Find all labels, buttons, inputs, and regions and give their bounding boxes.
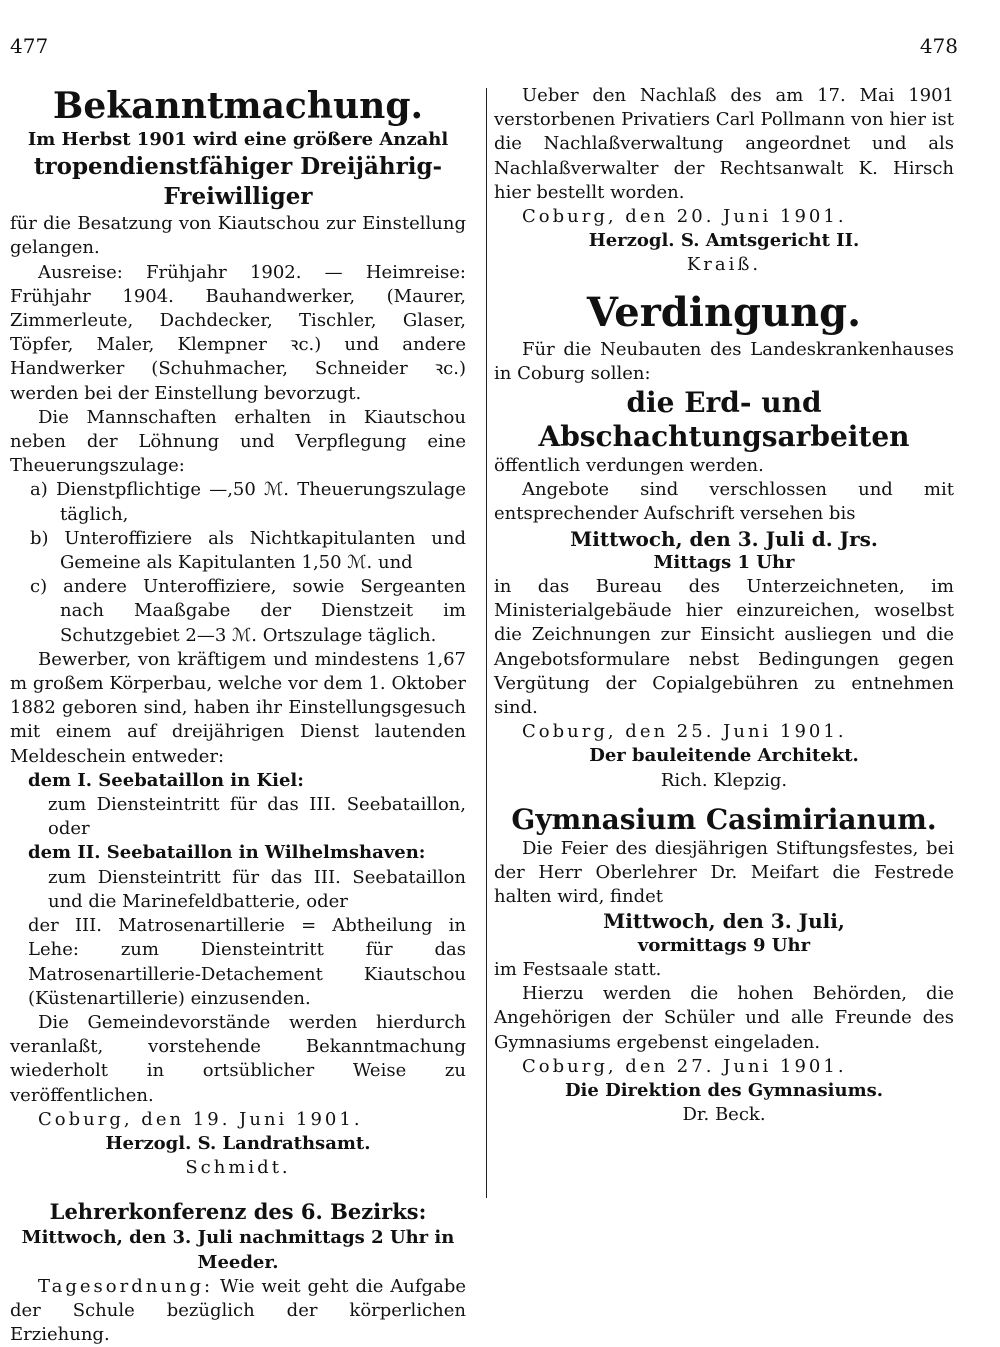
- estate-authority: Herzogl. S. Amtsgericht II.: [588, 230, 860, 252]
- gymnasium-when-time: vormittags 9 Uhr: [637, 934, 811, 956]
- gymnasium-place: im Festsaale statt.: [494, 958, 662, 980]
- unit-heading: dem I. Seebataillon in Kiel:: [28, 769, 304, 791]
- tender-deadline: Mittwoch, den 3. Juli d. Jrs.: [570, 526, 878, 551]
- tender-paragraph: Für die Neubauten des Landeskrankenhauses in Coburg sollen:: [494, 338, 954, 384]
- unit-heading: dem II. Seebataillon in Wilhelmshaven:: [28, 842, 426, 864]
- gymnasium-paragraph: Hierzu werden die hohen Behörden, die Angehörigen der Schüler und alle Freunde des Gymnasiums ergebenst eingeladen.: [494, 983, 954, 1053]
- tender-deadline-time: Mittags 1 Uhr: [653, 551, 795, 573]
- conference-when: Mittwoch, den 3. Juli nachmittags 2 Uhr in Meeder.: [21, 1227, 455, 1273]
- unit-text: zum Diensteintritt für das III. Seebataillon und die Marinefeldbatterie, oder: [48, 866, 466, 912]
- allowance-item: a) Dienstpflichtige —,50 ℳ. Theuerungszulage täglich,: [30, 479, 466, 525]
- agenda-text: Wie weit geht die Aufgabe der Schule bezüglich der körperlichen Erziehung.: [10, 1275, 466, 1346]
- gymnasium-paragraph: Die Feier des diesjährigen Stiftungsfestes, bei der Herr Oberlehrer Dr. Meifart die Festrede halten wird, findet: [494, 837, 954, 908]
- unit-text: zum Diensteintritt für das III. Seebataillon, oder: [48, 794, 466, 840]
- gymnasium-signer: Dr. Beck.: [682, 1104, 766, 1126]
- tender-authority: Der bauleitende Architekt.: [589, 745, 859, 767]
- conference-title: Lehrerkonferenz des 6. Bezirks:: [49, 1199, 427, 1225]
- left-column: [10, 84, 466, 1347]
- tender-works: die Erd- und Abschachtungsarbeiten: [538, 386, 910, 454]
- announcement-paragraph: Ausreise: Frühjahr 1902. — Heimreise: Frühjahr 1904. Bauhandwerker, (Maurer, Zimmerleute, Dachdecker, Tischler, Glaser, Töpfer, Maler, Klempner ꝛc.) und andere Handwerker (Schuhmacher, Schneider ꝛc.) werden bei der Einstellung bevorzugt.: [10, 261, 466, 404]
- tender-date: Coburg, den 25. Juni 1901.: [522, 721, 847, 743]
- announcement-intro: Im Herbst 1901 wird eine größere Anzahl: [27, 129, 449, 150]
- announcement-paragraph: Die Gemeindevorstände werden hierdurch veranlaßt, vorstehende Bekanntmachung wiederholt in ortsüblicher Weise zu veröffentlichen.: [10, 1011, 466, 1106]
- estate-notice: Ueber den Nachlaß des am 17. Mai 1901 verstorbenen Privatiers Carl Pollmann von hier ist die Nachlaßverwaltung angeordnet und als Nachlaßverwalter der Rechtsanwalt K. Hirsch hier bestellt worden.: [494, 85, 954, 203]
- tender-paragraph: Angebote sind verschlossen und mit entsprechender Aufschrift versehen bis: [494, 479, 954, 525]
- tender-signer: Rich. Klepzig.: [660, 769, 788, 791]
- announcement-paragraph: Bewerber, von kräftigem und mindestens 1,67 m großem Körperbau, welche vor dem 1. Oktober 1882 geboren sind, haben ihr Einstellungsgesuch mit einem auf dreijährigen Dienst lautenden Meldeschein entweder:: [10, 648, 466, 767]
- announcement-date: Coburg, den 19. Juni 1901.: [38, 1108, 363, 1130]
- announcement-authority: Herzogl. S. Landrathsamt.: [105, 1132, 371, 1154]
- estate-date: Coburg, den 20. Juni 1901.: [522, 206, 847, 228]
- estate-signer: Kraiß.: [686, 254, 762, 276]
- tender-paragraph: in das Bureau des Unterzeichneten, im Ministerialgebäude hier einzureichen, woselbst die Zeichnungen zur Einsicht ausliegen und die Angebotsformulare nebst Bedingungen gegen Vergütung der Copialgebühren zu entnehmen sind.: [494, 576, 954, 719]
- announcement-title: Bekanntmachung.: [52, 85, 424, 127]
- announcement-subtitle: tropendienstfähiger Dreijährig-Freiwilliger: [33, 153, 443, 211]
- page-number-right: 478: [919, 34, 958, 58]
- column-divider: [486, 88, 487, 1198]
- tender-paragraph: öffentlich verdungen werden.: [494, 455, 764, 477]
- right-column: [494, 84, 954, 1127]
- gymnasium-title: Gymnasium Casimirianum.: [511, 802, 937, 836]
- announcement-signer: Schmidt.: [185, 1157, 291, 1179]
- announcement-paragraph: für die Besatzung von Kiautschou zur Einstellung gelangen.: [10, 213, 466, 259]
- agenda-label: Tagesordnung:: [38, 1275, 214, 1297]
- gymnasium-date: Coburg, den 27. Juni 1901.: [522, 1055, 847, 1077]
- gymnasium-authority: Die Direktion des Gymnasiums.: [564, 1079, 884, 1101]
- page-number-left: 477: [10, 34, 49, 58]
- tender-title: Verdingung.: [586, 288, 862, 336]
- announcement-paragraph: Die Mannschaften erhalten in Kiautschou neben der Löhnung und Verpflegung eine Theuerungszulage:: [10, 406, 466, 477]
- unit-text: der III. Matrosenartillerie = Abtheilung in Lehe: zum Diensteintritt für das Matrosenartillerie-Detachement Kiautschou (Küstenartillerie) einzusenden.: [28, 915, 466, 1009]
- allowance-item: b) Unteroffiziere als Nichtkapitulanten und Gemeine als Kapitulanten 1,50 ℳ. und: [30, 527, 466, 574]
- conference-agenda: [10, 1275, 466, 1347]
- allowance-item: c) andere Unteroffiziere, sowie Sergeanten nach Maaßgabe der Dienstzeit im Schutzgebiet 2—3 ℳ. Ortszulage täglich.: [30, 576, 466, 646]
- gymnasium-when: Mittwoch, den 3. Juli,: [603, 909, 845, 934]
